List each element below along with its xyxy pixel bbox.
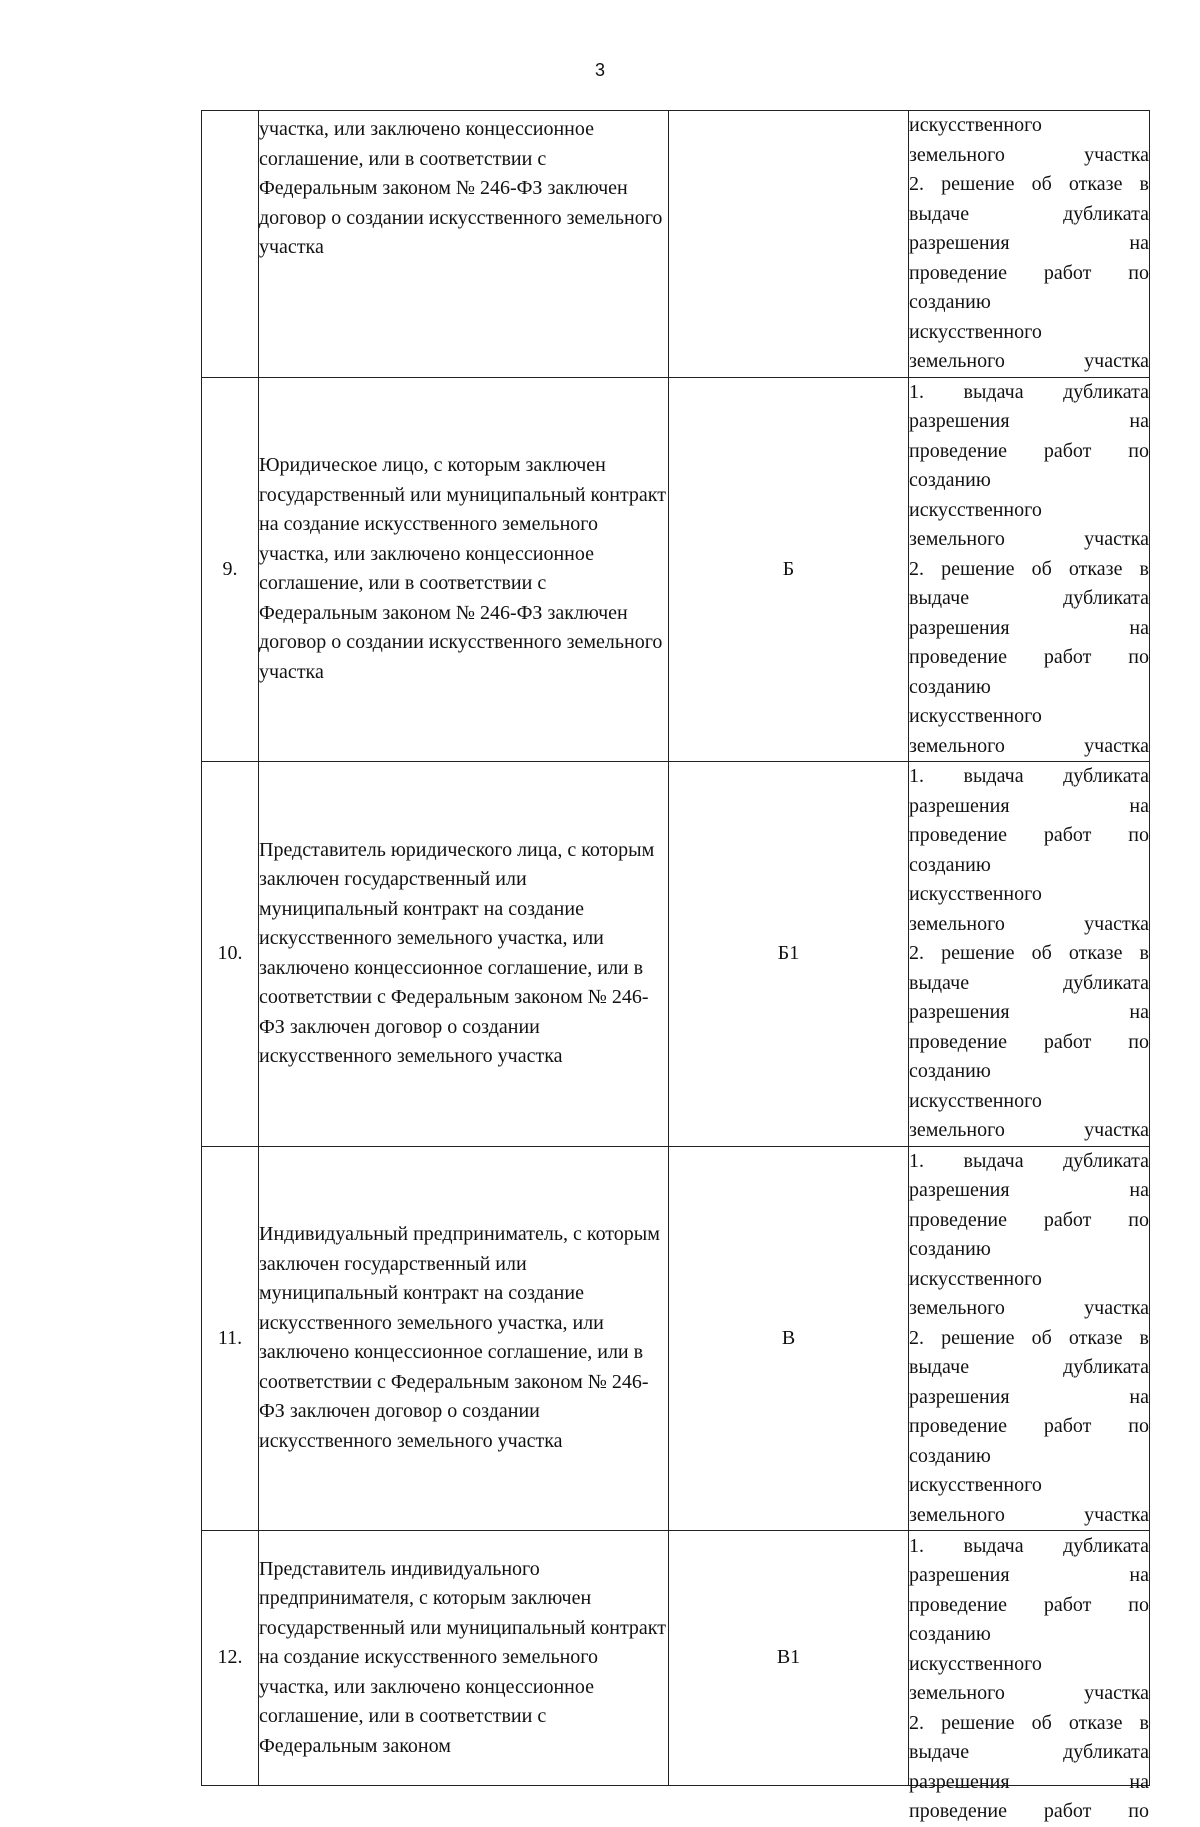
- row-number: [202, 111, 259, 378]
- result-line: земельного участка: [909, 734, 1149, 757]
- result-line: искусственного: [909, 883, 1042, 905]
- applicant-description: [259, 1531, 669, 1786]
- result-clip: [909, 1532, 1149, 1822]
- result-line: искусственного: [909, 320, 1042, 343]
- result-line: выдаче дубликата: [909, 1356, 1149, 1378]
- result-line: земельного участка: [909, 1503, 1149, 1526]
- result-line: искусственного: [909, 705, 1042, 727]
- result-line: земельного участка: [909, 143, 1149, 166]
- applicant-description: [259, 1146, 669, 1531]
- result-cell: [909, 762, 1150, 1147]
- result-cell: [909, 377, 1150, 762]
- applicant-code: Б1: [669, 762, 909, 1147]
- result-line: разрешения на: [909, 1770, 1149, 1793]
- result-line: искусственного: [909, 1474, 1042, 1496]
- applicant-code: Б: [669, 377, 909, 762]
- result-line: проведение работ по: [909, 1415, 1149, 1437]
- result-line: разрешения на: [909, 616, 1149, 639]
- result-line: разрешения на: [909, 232, 1149, 254]
- result-line: выдаче дубликата: [909, 202, 1149, 225]
- table-row: [202, 1531, 1150, 1786]
- result-line: проведение работ по: [909, 646, 1149, 668]
- result-line: созданию: [909, 1060, 991, 1082]
- result-line: разрешения на: [909, 794, 1149, 817]
- result-line: 2. решение об отказе в: [909, 1711, 1149, 1734]
- result-line: земельного участка: [909, 1682, 1149, 1704]
- result-line: 2. решение об отказе в: [909, 557, 1149, 580]
- result-line: 2. решение об отказе в: [909, 1326, 1149, 1349]
- result-line: искусственного: [909, 114, 1042, 136]
- result-line: проведение работ по: [909, 1593, 1149, 1616]
- result-line: земельного участка: [909, 1119, 1149, 1141]
- applicant-description: [259, 377, 669, 762]
- result-line: проведение работ по: [909, 1208, 1149, 1231]
- table-row: [202, 1146, 1150, 1531]
- description-text: Юридическое лицо, с которым заключен государственный или муниципальный контракт на создание искусственного земельного участка, или заключено концессионное соглашение, или в соответствии с Федеральным законом № 246-ФЗ заключен договор о создании искусственного земельного участка: [259, 454, 666, 683]
- result-line: 2. решение об отказе в: [909, 942, 1149, 964]
- applicant-description: [259, 111, 669, 378]
- result-line: созданию: [909, 1238, 991, 1260]
- description-text: Представитель индивидуального предпринимателя, с которым заключен государственный или муниципальный контракт на создание искусственного земельного участка, или заключено концессионное соглашение, или в соответствии с Федеральным законом: [259, 1557, 666, 1757]
- row-number: 9.: [202, 377, 259, 762]
- table-row: [202, 377, 1150, 762]
- result-line: земельного участка: [909, 350, 1149, 372]
- result-line: проведение работ по: [909, 1800, 1149, 1822]
- row-number: 12.: [202, 1531, 259, 1786]
- result-cell: [909, 1531, 1150, 1822]
- result-line: земельного участка: [909, 912, 1149, 935]
- result-line: искусственного: [909, 1652, 1042, 1675]
- result-line: 1. выдача дубликата: [909, 380, 1149, 403]
- result-cell: [909, 111, 1150, 378]
- page-number: 3: [594, 60, 605, 80]
- description-text: Представитель юридического лица, с которым заключен государственный или муниципальный контракт на создание искусственного земельного участка, или заключено концессионное соглашение, или в соответствии с Федеральным законом № 246-ФЗ заключен договор о создании искусственного земельного участка: [259, 838, 655, 1068]
- description-text: Индивидуальный предприниматель, с которым заключен государственный или муниципальный контракт на создание искусственного земельного участка, или заключено концессионное соглашение, или в соответствии с Федеральным законом № 246-ФЗ заключен договор о создании искусственного земельного участка: [259, 1223, 660, 1452]
- table-body: [202, 111, 1150, 1822]
- result-line: разрешения на: [909, 1179, 1149, 1201]
- result-line: земельного участка: [909, 528, 1149, 550]
- result-cell: [909, 1146, 1150, 1531]
- result-line: проведение работ по: [909, 439, 1149, 462]
- result-line: разрешения на: [909, 1564, 1149, 1586]
- applicant-code: В1: [669, 1531, 909, 1786]
- result-line: разрешения на: [909, 410, 1149, 432]
- applicant-code: В: [669, 1146, 909, 1531]
- result-line: 1. выдача дубликата: [909, 765, 1149, 787]
- description-text: участка, или заключено концессионное соглашение, или в соответствии с Федеральным законом № 246-ФЗ заключен договор о создании искусственного земельного участка: [259, 118, 663, 258]
- applicant-table: [201, 110, 1150, 1822]
- result-line: созданию: [909, 675, 991, 698]
- applicant-description: [259, 762, 669, 1147]
- result-line: выдаче дубликата: [909, 587, 1149, 609]
- result-line: созданию: [909, 291, 991, 313]
- result-line: разрешения на: [909, 1001, 1149, 1023]
- result-line: выдаче дубликата: [909, 971, 1149, 994]
- result-line: 2. решение об отказе в: [909, 173, 1149, 195]
- row-number: 10.: [202, 762, 259, 1147]
- result-line: земельного участка: [909, 1297, 1149, 1319]
- result-line: искусственного: [909, 498, 1042, 521]
- result-line: искусственного: [909, 1267, 1042, 1290]
- result-line: созданию: [909, 1444, 991, 1467]
- result-line: 1. выдача дубликата: [909, 1534, 1149, 1557]
- result-line: проведение работ по: [909, 824, 1149, 846]
- result-line: выдаче дубликата: [909, 1741, 1149, 1763]
- result-line: 1. выдача дубликата: [909, 1149, 1149, 1172]
- table-row: [202, 111, 1150, 378]
- result-line: разрешения на: [909, 1385, 1149, 1408]
- row-number: 11.: [202, 1146, 259, 1531]
- result-line: проведение работ по: [909, 261, 1149, 284]
- result-line: искусственного: [909, 1089, 1042, 1112]
- result-line: созданию: [909, 1623, 991, 1645]
- applicant-code: [669, 111, 909, 378]
- table-row: [202, 762, 1150, 1147]
- result-line: созданию: [909, 853, 991, 876]
- result-line: созданию: [909, 469, 991, 491]
- result-line: проведение работ по: [909, 1030, 1149, 1053]
